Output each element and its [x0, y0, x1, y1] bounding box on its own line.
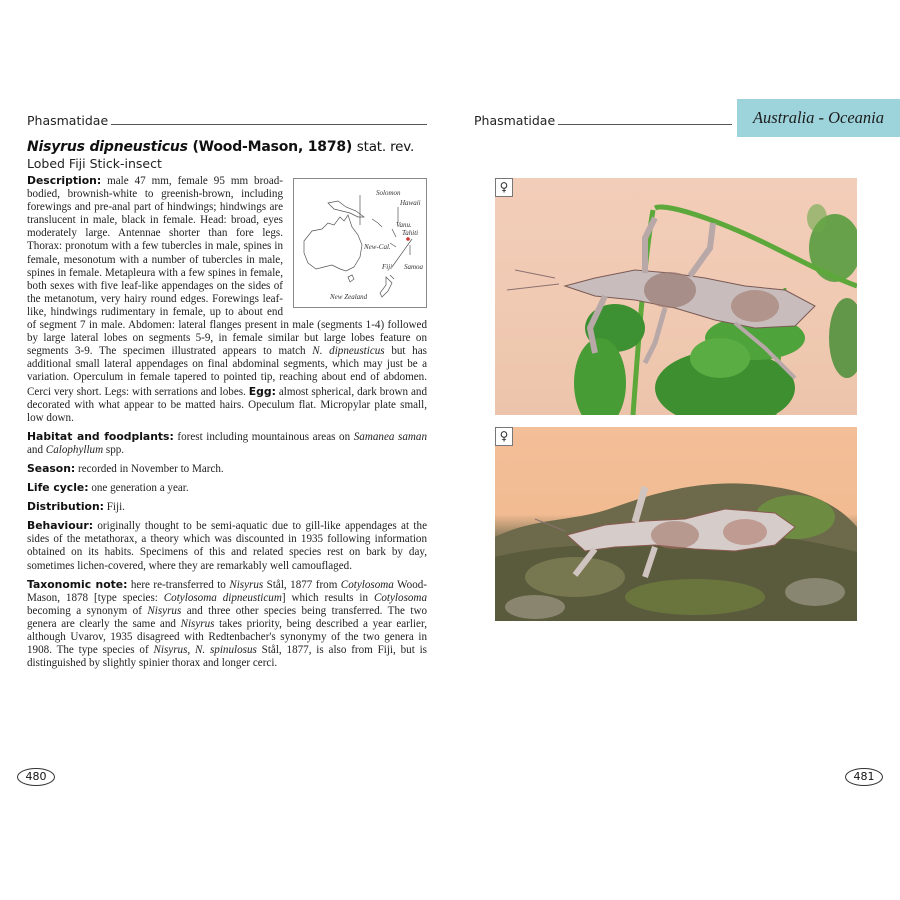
region-label: Australia - Oceania [752, 108, 885, 127]
common-name: Lobed Fiji Stick-insect [27, 156, 162, 171]
map-label-fiji: Fiji [382, 263, 393, 271]
distribution-map [293, 178, 427, 308]
taxonomic-note-label: Taxonomic note: [27, 577, 128, 591]
life-cycle-section: Life cycle: one generation a year. [27, 481, 189, 495]
running-head-left [27, 113, 427, 128]
species-authority: (Wood-Mason, 1878) [192, 139, 353, 155]
species-status: stat. rev. [356, 139, 415, 155]
map-label-new-caledonia: New-Cal. [364, 243, 391, 251]
life-cycle-label: Life cycle: [27, 481, 89, 495]
header-rule [558, 124, 732, 125]
running-head-right [474, 113, 732, 128]
behaviour-label: Behaviour: [27, 519, 94, 533]
specimen-photo-1 [495, 178, 857, 415]
map-label-hawaii: Hawaii [400, 199, 421, 207]
species-account [27, 174, 427, 675]
map-label-tahiti: Tahiti [402, 229, 419, 237]
stick-insect-on-leaves-icon [495, 178, 857, 415]
region-tab [737, 99, 900, 137]
behaviour-section: Behaviour: originally thought to be semi-aquatic due to gill-like appendages at the sides of the metathorax, a theory which was discounted in 1935 following information obtained on its habits. Specimens of this and related species rest on bark by day, sometimes lichen-covered, where they are remarkably well camouflaged. [27, 519, 427, 572]
page-number-left: 480 [17, 768, 55, 786]
season-section: Season: recorded in November to March. [27, 461, 224, 475]
egg-label: Egg: [248, 384, 276, 398]
stick-insect-on-bark-icon [495, 427, 857, 621]
habitat-section: Habitat and foodplants: forest including mountainous areas on Samanea saman and Calophyllum spp. [27, 429, 427, 456]
female-symbol-icon: ♀ [495, 427, 513, 446]
running-head-family: Phasmatidae [474, 113, 556, 128]
map-label-vanuatu: Vanu. [396, 221, 412, 229]
taxonomic-note-section: Taxonomic note: here re-transferred to Nisyrus Stål, 1877 from Cotylosoma Wood-Mason, 1878 [type species: Cotylosoma dipneusticum] which results in Cotylosoma becoming a synonym of Nisyrus and three other species being transferred. The two genera are clearly the same and Nisyrus takes priority, being described a year earlier, although Uvarov, 1935 disagreed with Redtenbacher's synonymy of the two genera in 1908. The type species of Nisyrus, N. spinulosus Stål, 1877, is also from Fiji, but is distinguished by slightly spinier thorax and longer cerci. [27, 577, 428, 670]
description-section: Description: male 47 mm, female 95 mm broad-bodied, brownish-white to greenish-brown, including forewings and pre-anal part of hindwings; hindwings are translucent in male, black in female. Head: broad, eyes moderately large. Antennae shorter than fore legs. Thorax: pronotum with a few tubercles in male, spines in female, mesonotum with a number of tubercles in male, spines in female. Metapleura with a few spines in female, both sexes with five leaf-like appendages on the sides of the metanotum, very hairy round edges. Forewings leaf-like, hindwings rudimentary in female, up to about end of segment 7 in male. Abdomen: lateral flanges present in male (segments 1-4) followed by large lateral lobes on segments 5-9, in female similar but large lobes feature on segments 3-9. The specimen illustrated appears to match N. dipneusticus but has additional small lateral appendages on final abdominal segments, which may just be a variation. Operculum in female tapered to pointed tip, reaching about end of abdomen. Cerci very short. Legs: with serrations and lobes. Egg: almost spherical, dark brown and decorated with what appear to be matted hairs. Opeculum flat. Micropylar plate small, low down. [27, 174, 427, 424]
description-label: Description: [27, 174, 102, 187]
species-title [27, 139, 414, 155]
map-label-solomon: Solomon [376, 189, 401, 197]
map-label-samoa: Samoa [404, 263, 424, 271]
species-binomial: Nisyrus dipneusticus [27, 139, 188, 155]
specimen-photo-2 [495, 427, 857, 621]
habitat-label: Habitat and foodplants: [27, 429, 174, 443]
female-symbol-icon: ♀ [495, 178, 513, 197]
season-label: Season: [27, 461, 76, 475]
header-rule [111, 124, 427, 125]
right-page [450, 0, 900, 900]
distribution-label: Distribution: [27, 500, 104, 514]
distribution-section: Distribution: Fiji. [27, 500, 125, 514]
running-head-family: Phasmatidae [27, 113, 109, 128]
map-label-new-zealand: New Zealand [330, 293, 368, 301]
page-number-right: 481 [845, 768, 883, 786]
